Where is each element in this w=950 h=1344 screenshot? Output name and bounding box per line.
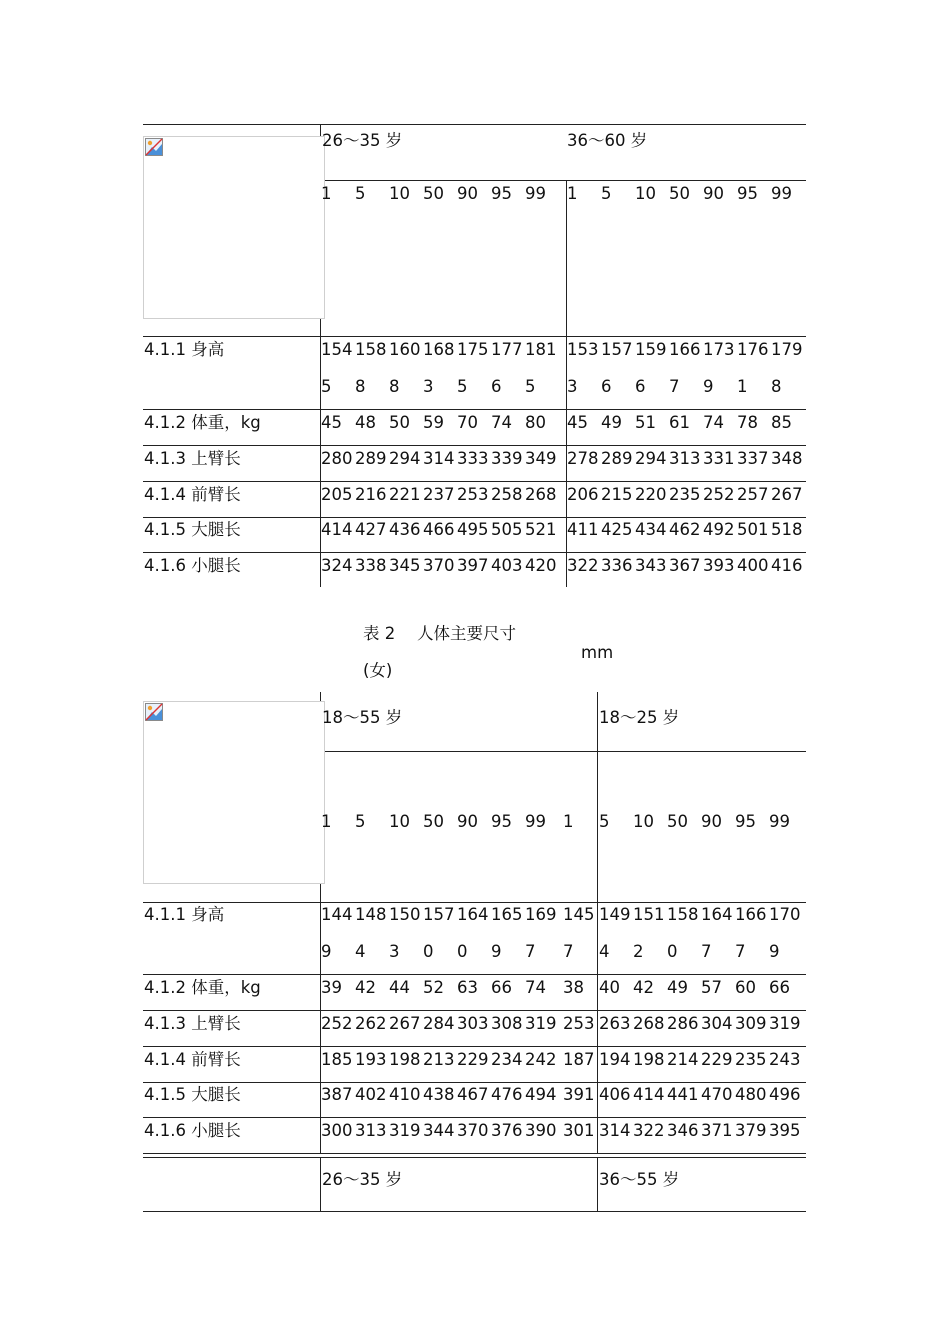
table-cell: 216 (355, 485, 387, 504)
table-cell: 52 (423, 978, 444, 997)
table-cell: 494 (525, 1085, 557, 1104)
table-cell: 505 (491, 520, 523, 539)
table-cell: 322 (633, 1121, 665, 1140)
table-cell: 74 (703, 413, 724, 432)
row-label: 4.1.3 上臂长 (144, 1014, 241, 1033)
table-cell: 78 (737, 413, 758, 432)
table-cell: 393 (703, 556, 735, 575)
age-group-header: 36～60 岁 (567, 131, 648, 150)
table-cell: 9 (769, 942, 780, 961)
table-cell: 235 (735, 1050, 767, 1069)
table-cell: 301 (563, 1121, 595, 1140)
table-cell: 294 (389, 449, 421, 468)
percentile-label: 90 (457, 812, 478, 831)
table-cell: 165 (491, 905, 523, 924)
rule (143, 1082, 806, 1083)
table-cell: 476 (491, 1085, 523, 1104)
table-cell: 304 (701, 1014, 733, 1033)
table-cell: 237 (423, 485, 455, 504)
row-label: 4.1.4 前臂长 (144, 1050, 241, 1069)
table-cell: 427 (355, 520, 387, 539)
table-cell: 319 (525, 1014, 557, 1033)
table-cell: 492 (703, 520, 735, 539)
table-cell: 6 (635, 377, 646, 396)
table-cell: 45 (321, 413, 342, 432)
table-cell: 390 (525, 1121, 557, 1140)
rule (143, 1010, 806, 1011)
percentile-label: 50 (423, 812, 444, 831)
table-cell: 495 (457, 520, 489, 539)
table-cell: 336 (601, 556, 633, 575)
table-cell: 164 (701, 905, 733, 924)
table-cell: 253 (563, 1014, 595, 1033)
table-cell: 462 (669, 520, 701, 539)
table-cell: 157 (601, 340, 633, 359)
table-cell: 348 (771, 449, 803, 468)
percentile-label: 90 (703, 184, 724, 203)
table-cell: 391 (563, 1085, 595, 1104)
table-cell: 49 (667, 978, 688, 997)
table-cell: 6 (601, 377, 612, 396)
rule (321, 180, 806, 181)
table-cell: 0 (667, 942, 678, 961)
table-cell: 252 (703, 485, 735, 504)
rule (597, 1157, 598, 1211)
table-cell: 466 (423, 520, 455, 539)
unit-label: mm (581, 643, 614, 662)
table-cell: 173 (703, 340, 735, 359)
table-cell: 267 (771, 485, 803, 504)
table-cell: 397 (457, 556, 489, 575)
broken-image-icon (145, 138, 163, 156)
rule (143, 1153, 806, 1154)
table-cell: 51 (635, 413, 656, 432)
age-group-header: 26～35 岁 (322, 131, 403, 150)
rule (143, 517, 806, 518)
table-cell: 149 (599, 905, 631, 924)
table-cell: 294 (635, 449, 667, 468)
percentile-label: 99 (771, 184, 792, 203)
percentile-label: 95 (735, 812, 756, 831)
table-cell: 144 (321, 905, 353, 924)
table-cell: 379 (735, 1121, 767, 1140)
table-cell: 286 (667, 1014, 699, 1033)
table-cell: 206 (567, 485, 599, 504)
table-cell: 61 (669, 413, 690, 432)
table-cell: 333 (457, 449, 489, 468)
table-cell: 344 (423, 1121, 455, 1140)
table-cell: 49 (601, 413, 622, 432)
table-cell: 410 (389, 1085, 421, 1104)
table-cell: 6 (491, 377, 502, 396)
table-cell: 376 (491, 1121, 523, 1140)
table-cell: 177 (491, 340, 523, 359)
table-cell: 0 (457, 942, 468, 961)
percentile-label: 90 (701, 812, 722, 831)
table-cell: 169 (525, 905, 557, 924)
table-cell: 400 (737, 556, 769, 575)
table-cell: 420 (525, 556, 557, 575)
rule (143, 1046, 806, 1047)
table-cell: 229 (457, 1050, 489, 1069)
percentile-label: 5 (355, 812, 366, 831)
rule (143, 552, 806, 553)
table-cell: 57 (701, 978, 722, 997)
table-cell: 166 (735, 905, 767, 924)
table-cell: 339 (491, 449, 523, 468)
percentile-label: 99 (525, 184, 546, 203)
table-cell: 154 (321, 340, 353, 359)
table-cell: 214 (667, 1050, 699, 1069)
table-cell: 3 (423, 377, 434, 396)
table-cell: 42 (355, 978, 376, 997)
percentile-label: 1 (321, 812, 332, 831)
table-cell: 229 (701, 1050, 733, 1069)
caption-subtitle: (女) (363, 661, 393, 680)
table-cell: 187 (563, 1050, 595, 1069)
table-cell: 411 (567, 520, 599, 539)
table-cell: 85 (771, 413, 792, 432)
table-cell: 7 (525, 942, 536, 961)
table-cell: 66 (491, 978, 512, 997)
table-cell: 441 (667, 1085, 699, 1104)
table-cell: 168 (423, 340, 455, 359)
table-cell: 243 (769, 1050, 801, 1069)
table-cell: 198 (633, 1050, 665, 1069)
table-cell: 314 (423, 449, 455, 468)
table-cell: 9 (703, 377, 714, 396)
percentile-label: 5 (355, 184, 366, 203)
table-cell: 367 (669, 556, 701, 575)
table-cell: 308 (491, 1014, 523, 1033)
table-cell: 60 (735, 978, 756, 997)
rule (143, 445, 806, 446)
table-cell: 4 (355, 942, 366, 961)
table-cell: 9 (321, 942, 332, 961)
row-label: 4.1.3 上臂长 (144, 449, 241, 468)
table-cell: 158 (667, 905, 699, 924)
table-cell: 235 (669, 485, 701, 504)
table-cell: 309 (735, 1014, 767, 1033)
row-label: 4.1.2 体重，kg (144, 978, 261, 997)
table-cell: 170 (769, 905, 801, 924)
table-cell: 314 (599, 1121, 631, 1140)
rule (321, 751, 806, 752)
broken-image-icon (145, 703, 163, 721)
table-cell: 436 (389, 520, 421, 539)
table-cell: 63 (457, 978, 478, 997)
table-cell: 322 (567, 556, 599, 575)
rule (320, 1157, 321, 1211)
table-cell: 319 (389, 1121, 421, 1140)
table-cell: 284 (423, 1014, 455, 1033)
percentile-label: 10 (633, 812, 654, 831)
table-cell: 496 (769, 1085, 801, 1104)
table-cell: 153 (567, 340, 599, 359)
percentile-label: 95 (491, 184, 512, 203)
rule (143, 481, 806, 482)
table-cell: 157 (423, 905, 455, 924)
row-label: 4.1.6 小腿长 (144, 556, 241, 575)
table-cell: 252 (321, 1014, 353, 1033)
table-cell: 38 (563, 978, 584, 997)
table-cell: 370 (457, 1121, 489, 1140)
rule (143, 336, 806, 337)
percentile-label: 50 (669, 184, 690, 203)
table-cell: 300 (321, 1121, 353, 1140)
table-cell: 521 (525, 520, 557, 539)
table-cell: 289 (601, 449, 633, 468)
caption-title: 表 2 人体主要尺寸 (363, 624, 516, 643)
row-label: 4.1.2 体重，kg (144, 413, 261, 432)
table-cell: 166 (669, 340, 701, 359)
table-cell: 324 (321, 556, 353, 575)
table-cell: 425 (601, 520, 633, 539)
table-cell: 50 (389, 413, 410, 432)
table-cell: 387 (321, 1085, 353, 1104)
row-label: 4.1.5 大腿长 (144, 520, 241, 539)
rule (143, 124, 806, 125)
table-cell: 150 (389, 905, 421, 924)
rule (143, 1211, 806, 1212)
table-cell: 164 (457, 905, 489, 924)
table-cell: 280 (321, 449, 353, 468)
table-cell: 5 (525, 377, 536, 396)
percentile-label: 1 (563, 812, 574, 831)
table-cell: 198 (389, 1050, 421, 1069)
rule (143, 974, 806, 975)
table-cell: 267 (389, 1014, 421, 1033)
percentile-label: 10 (635, 184, 656, 203)
table-cell: 213 (423, 1050, 455, 1069)
age-group-header: 18～25 岁 (599, 708, 680, 727)
table-cell: 40 (599, 978, 620, 997)
table-cell: 148 (355, 905, 387, 924)
table-cell: 346 (667, 1121, 699, 1140)
table-cell: 66 (769, 978, 790, 997)
table-cell: 0 (423, 942, 434, 961)
age-group-header: 18～55 岁 (322, 708, 403, 727)
table-cell: 337 (737, 449, 769, 468)
table-cell: 181 (525, 340, 557, 359)
table-cell: 158 (355, 340, 387, 359)
table-cell: 74 (491, 413, 512, 432)
table-cell: 470 (701, 1085, 733, 1104)
row-label: 4.1.6 小腿长 (144, 1121, 241, 1140)
table-cell: 268 (633, 1014, 665, 1033)
table-cell: 313 (355, 1121, 387, 1140)
table-cell: 5 (321, 377, 332, 396)
percentile-label: 95 (491, 812, 512, 831)
table-cell: 221 (389, 485, 421, 504)
table-cell: 253 (457, 485, 489, 504)
table-cell: 193 (355, 1050, 387, 1069)
table-cell: 159 (635, 340, 667, 359)
table-cell: 406 (599, 1085, 631, 1104)
table-cell: 3 (389, 942, 400, 961)
table-cell: 345 (389, 556, 421, 575)
rule (143, 409, 806, 410)
table-cell: 263 (599, 1014, 631, 1033)
table-cell: 9 (491, 942, 502, 961)
table-cell: 501 (737, 520, 769, 539)
table-cell: 7 (701, 942, 712, 961)
table-cell: 403 (491, 556, 523, 575)
rule (143, 1157, 806, 1158)
table-cell: 480 (735, 1085, 767, 1104)
table-cell: 313 (669, 449, 701, 468)
table-cell: 258 (491, 485, 523, 504)
table-cell: 268 (525, 485, 557, 504)
table-cell: 175 (457, 340, 489, 359)
percentile-label: 5 (599, 812, 610, 831)
percentile-label: 90 (457, 184, 478, 203)
table-cell: 59 (423, 413, 444, 432)
percentile-label: 99 (769, 812, 790, 831)
table-cell: 194 (599, 1050, 631, 1069)
percentile-label: 1 (321, 184, 332, 203)
table-cell: 257 (737, 485, 769, 504)
table-cell: 7 (563, 942, 574, 961)
row-label: 4.1.4 前臂长 (144, 485, 241, 504)
table-cell: 145 (563, 905, 595, 924)
table-cell: 438 (423, 1085, 455, 1104)
row-label: 4.1.1 身高 (144, 340, 225, 359)
table-cell: 5 (457, 377, 468, 396)
table-cell: 242 (525, 1050, 557, 1069)
table-cell: 205 (321, 485, 353, 504)
percentile-label: 99 (525, 812, 546, 831)
age-group-header: 26～35 岁 (322, 1170, 403, 1189)
table-cell: 220 (635, 485, 667, 504)
percentile-label: 10 (389, 184, 410, 203)
table-cell: 416 (771, 556, 803, 575)
table-cell: 338 (355, 556, 387, 575)
table-cell: 2 (633, 942, 644, 961)
table-cell: 45 (567, 413, 588, 432)
table-cell: 7 (669, 377, 680, 396)
table-cell: 70 (457, 413, 478, 432)
table-cell: 370 (423, 556, 455, 575)
table-cell: 331 (703, 449, 735, 468)
table-cell: 176 (737, 340, 769, 359)
table-cell: 371 (701, 1121, 733, 1140)
table-cell: 179 (771, 340, 803, 359)
row-label: 4.1.1 身高 (144, 905, 225, 924)
table-cell: 74 (525, 978, 546, 997)
table-cell: 262 (355, 1014, 387, 1033)
table-cell: 8 (355, 377, 366, 396)
table-cell: 518 (771, 520, 803, 539)
percentile-label: 50 (667, 812, 688, 831)
table-cell: 467 (457, 1085, 489, 1104)
rule (597, 692, 598, 1153)
percentile-label: 50 (423, 184, 444, 203)
percentile-label: 10 (389, 812, 410, 831)
table-cell: 414 (321, 520, 353, 539)
table-cell: 8 (389, 377, 400, 396)
percentile-label: 1 (567, 184, 578, 203)
percentile-label: 95 (737, 184, 758, 203)
table-cell: 215 (601, 485, 633, 504)
table-cell: 402 (355, 1085, 387, 1104)
table-cell: 319 (769, 1014, 801, 1033)
table-cell: 343 (635, 556, 667, 575)
table-cell: 395 (769, 1121, 801, 1140)
table-cell: 349 (525, 449, 557, 468)
table-cell: 234 (491, 1050, 523, 1069)
table-cell: 434 (635, 520, 667, 539)
table-cell: 39 (321, 978, 342, 997)
row-label: 4.1.5 大腿长 (144, 1085, 241, 1104)
table-cell: 3 (567, 377, 578, 396)
table-cell: 278 (567, 449, 599, 468)
percentile-label: 5 (601, 184, 612, 203)
broken-image-placeholder (143, 701, 325, 884)
table-cell: 185 (321, 1050, 353, 1069)
table-cell: 151 (633, 905, 665, 924)
table-cell: 44 (389, 978, 410, 997)
table-cell: 4 (599, 942, 610, 961)
table-cell: 414 (633, 1085, 665, 1104)
table-cell: 8 (771, 377, 782, 396)
table-cell: 160 (389, 340, 421, 359)
table-cell: 80 (525, 413, 546, 432)
table-cell: 303 (457, 1014, 489, 1033)
rule (143, 1117, 806, 1118)
table-cell: 7 (735, 942, 746, 961)
table-cell: 289 (355, 449, 387, 468)
rule (143, 902, 806, 903)
age-group-header: 36～55 岁 (599, 1170, 680, 1189)
table-cell: 48 (355, 413, 376, 432)
table-cell: 42 (633, 978, 654, 997)
table-cell: 1 (737, 377, 748, 396)
broken-image-placeholder (143, 136, 325, 319)
